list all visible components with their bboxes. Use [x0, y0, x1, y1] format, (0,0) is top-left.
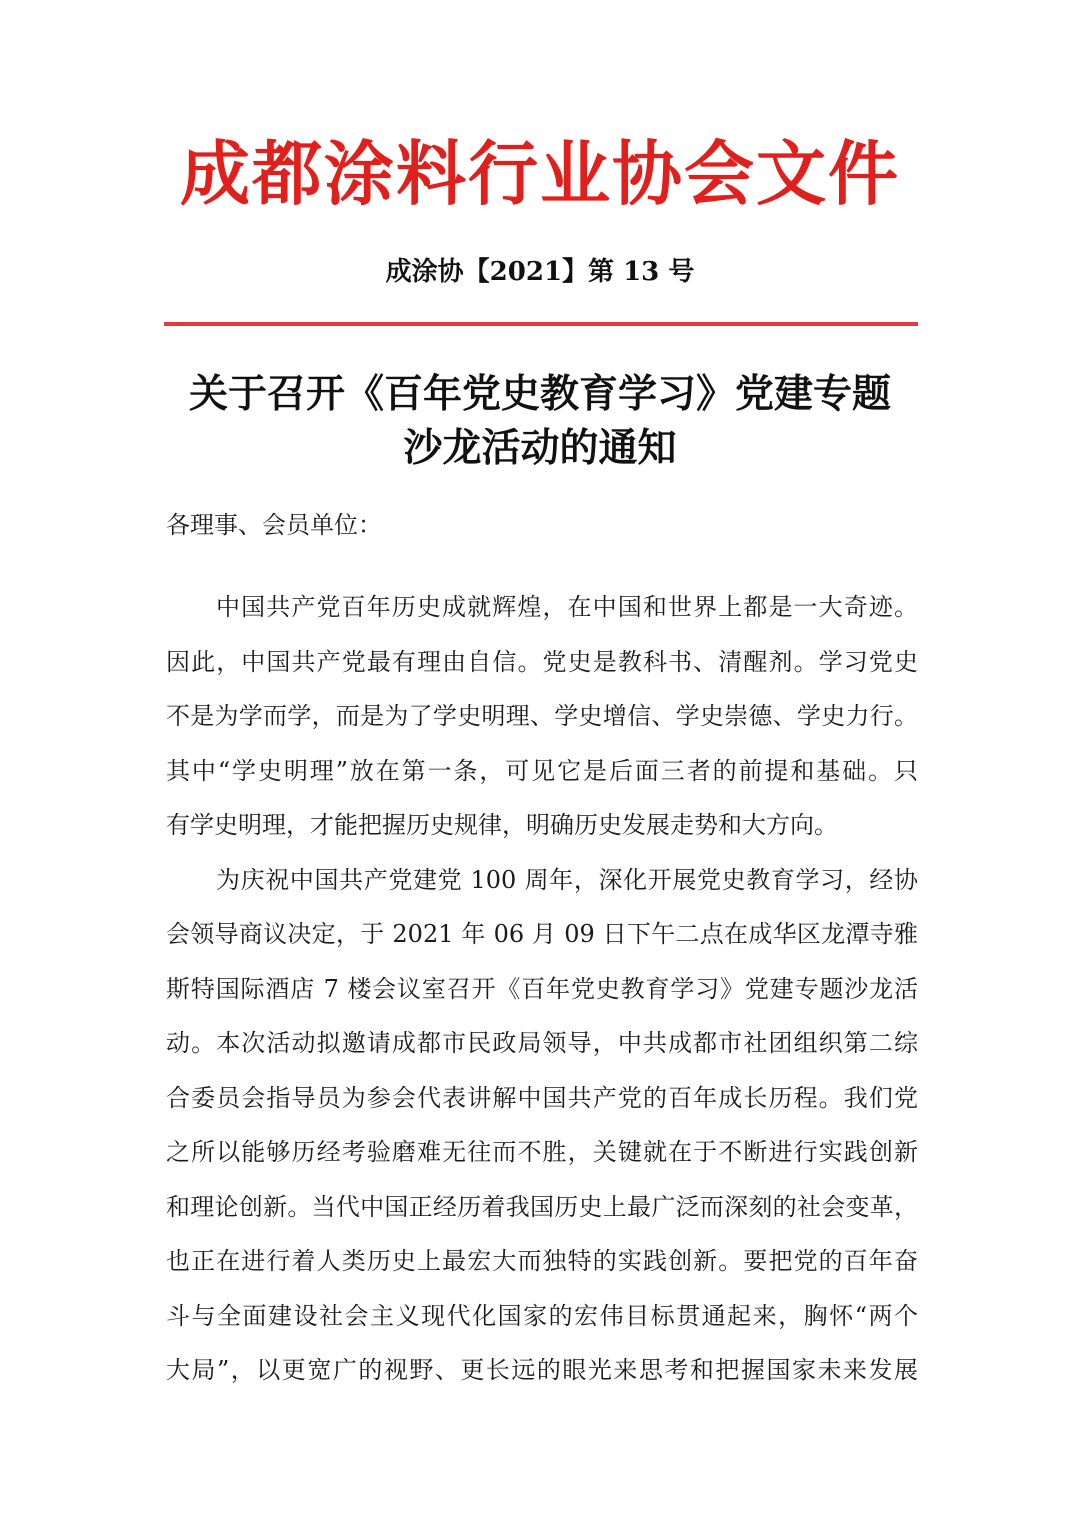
paragraph-2-line: 动。本次活动拟邀请成都市民政局领导，中共成都市社团组织第二综	[166, 1029, 918, 1057]
red-divider-rule	[164, 322, 918, 326]
body-text	[166, 580, 918, 1398]
notice-title-line-1: 关于召开《百年党史教育学习》党建专题	[188, 372, 891, 417]
paragraph-2-line: 和理论创新。当代中国正经历着我国历史上最广泛而深刻的社会变革，	[166, 1192, 918, 1221]
paragraph-1-line: 有学史明理，才能把握历史规律，明确历史发展走势和大方向。	[166, 811, 838, 839]
paragraph-2-line: 也正在进行着人类历史上最宏大而独特的实践创新。要把党的百年奋	[166, 1247, 918, 1275]
paragraph-2-line: 会领导商议决定，于 2021 年 06 月 09 日下午二点在成华区龙潭寺雅	[166, 920, 918, 948]
paragraph-2-line: 为庆祝中国共产党建党 100 周年，深化开展党史教育学习，经协	[216, 865, 918, 894]
paragraph-2-line: 合委员会指导员为参会代表讲解中国共产党的百年成长历程。我们党	[166, 1083, 918, 1112]
paragraph-2-line: 之所以能够历经考验磨难无往而不胜，关键就在于不断进行实践创新	[166, 1138, 918, 1166]
document-number: 成涂协【2021】第 13 号	[385, 257, 695, 287]
notice-title-line-2: 沙龙活动的通知	[403, 426, 677, 471]
paragraph-1-line: 其中“学史明理”放在第一条，可见它是后面三者的前提和基础。只	[166, 756, 918, 785]
paragraph-1-line: 因此，中国共产党最有理由自信。党史是教科书、清醒剂。学习党史	[166, 647, 918, 676]
salutation: 各理事、会员单位：	[166, 511, 382, 539]
paragraph-2-line: 斗与全面建设社会主义现代化国家的宏伟目标贯通起来，胸怀“两个	[166, 1301, 918, 1330]
paragraph-1-line: 中国共产党百年历史成就辉煌，在中国和世界上都是一大奇迹。	[216, 593, 918, 621]
paragraph-1-line: 不是为学而学，而是为了学史明理、学史增信、学史崇德、学史力行。	[166, 702, 918, 730]
paragraph-2-line: 斯特国际酒店 7 楼会议室召开《百年党史教育学习》党建专题沙龙活	[166, 974, 918, 1003]
masthead-title: 成都涂料行业协会文件	[180, 132, 900, 215]
paragraph-2-line: 大局”，以更宽广的视野、更长远的眼光来思考和把握国家未来发展	[166, 1356, 918, 1384]
notice-title	[140, 368, 940, 476]
